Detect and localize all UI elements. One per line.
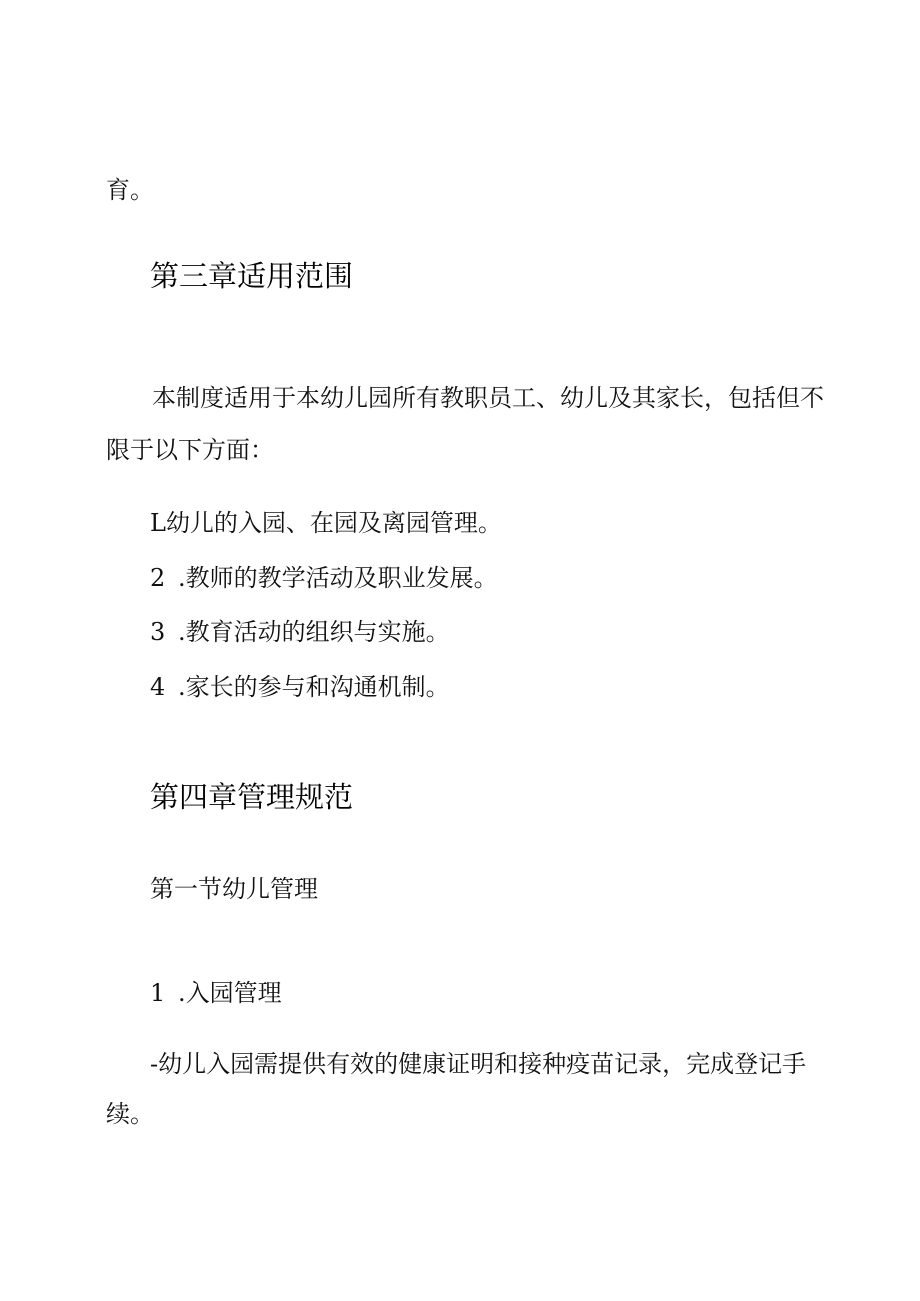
chapter-4-heading: 第四章管理规范	[150, 780, 354, 814]
list-text: .教师的教学活动及职业发展。	[178, 564, 498, 592]
list-number: 2	[150, 564, 166, 592]
chapter-3-heading: 第三章适用范围	[150, 259, 354, 293]
list-text: .家长的参与和沟通机制。	[178, 673, 450, 701]
list-number: 3	[150, 618, 166, 646]
list-text: .教育活动的组织与实施。	[178, 618, 450, 646]
scope-intro-line-2: 限于以下方面：	[106, 436, 274, 464]
admission-paragraph-line-2: 续。	[106, 1100, 154, 1128]
scope-list-item	[150, 563, 498, 593]
subsection-title: .入园管理	[178, 979, 282, 1007]
admission-paragraph-line-1: -幼儿入园需提供有效的健康证明和接种疫苗记录，完成登记手	[150, 1050, 807, 1078]
subsection-heading	[150, 978, 282, 1008]
scope-list-item	[150, 617, 450, 647]
scope-list-item: L幼儿的入园、在园及离园管理。	[150, 509, 502, 537]
list-number: 4	[150, 673, 166, 701]
scope-list-item	[150, 672, 450, 702]
section-1-heading: 第一节幼儿管理	[150, 875, 318, 903]
scope-intro-line-1: 本制度适用于本幼儿园所有教职员工、幼儿及其家长，包括但不	[152, 384, 824, 412]
continuation-text: 育。	[106, 176, 154, 204]
subsection-number: 1	[150, 979, 166, 1007]
